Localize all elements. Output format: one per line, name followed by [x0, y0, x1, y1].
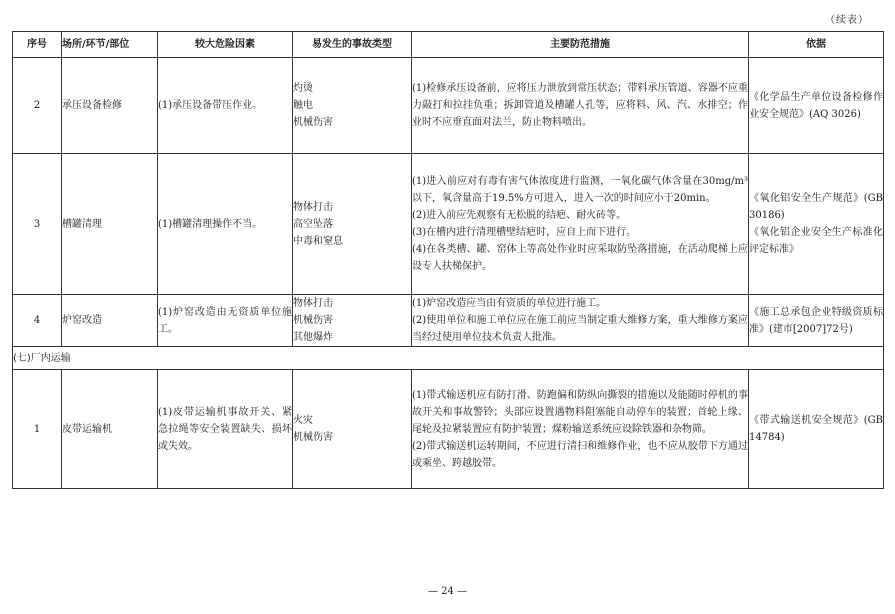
row-accident: 灼烫 触电 机械伤害 [293, 58, 412, 154]
row-no: 1 [13, 370, 62, 489]
row-measures: (1)进入前应对有毒有害气体浓度进行监测，一氧化碳气体含量在30mg/m³以下，氧含量高于19.5%方可进入，进入一次的时间应小于20min。 (2)进入前应先观察有无松脱的结疤、耐火砖等。 (3)在槽内进行清理槽壁结疤时，应自上而下进行。 (4)在各类槽、罐、窑体上等高处作业时应采取防坠落措施，在活动爬梯上应设专人扶梯保护。 [412, 154, 749, 295]
table-row [13, 154, 884, 295]
header-place: 场所/环节/部位 [62, 32, 158, 58]
header-risk: 较大危险因素 [158, 32, 293, 58]
table-header-row [13, 32, 884, 58]
row-measures: (1)检修承压设备前，应将压力泄放到常压状态；带料承压管道、容器不应重力敲打和拉挂负重；拆卸管道及槽罐人孔等，应将料、风、汽、水排空；作业时不应垂直面对法兰，防止物料喷出。 [412, 58, 749, 154]
row-place: 承压设备检修 [62, 58, 158, 154]
section-row [13, 347, 884, 370]
risk-table [12, 31, 884, 489]
table-row [13, 58, 884, 154]
row-measures: (1)带式输送机应有防打滑、防跑偏和防纵向撕裂的措施以及能随时停机的事故开关和事故警铃；头部应设置遇物料阻塞能自动停车的装置；首轮上缘、尾轮及拉紧装置应有防护装置；煤粉输送系统应设除铁器和杂物筛。 (2)带式输送机运转期间，不应进行清扫和维修作业，也不应从胶带下方通过或乘坐、跨越胶带。 [412, 370, 749, 489]
header-measures: 主要防范措施 [412, 32, 749, 58]
page-number: — 24 — [427, 586, 468, 597]
row-basis: 《施工总承包企业特级资质标准》(建市[2007]72号) [749, 295, 884, 347]
row-place: 槽罐清理 [62, 154, 158, 295]
row-place: 炉窑改造 [62, 295, 158, 347]
row-accident: 火灾 机械伤害 [293, 370, 412, 489]
row-risk: (1)炉窑改造由无资质单位施工。 [158, 295, 293, 347]
header-no: 序号 [13, 32, 62, 58]
row-no: 2 [13, 58, 62, 154]
row-measures: (1)炉窑改造应当由有资质的单位进行施工。 (2)使用单位和施工单位应在施工前应当制定重大维修方案，重大维修方案应当经过使用单位技术负责人批准。 [412, 295, 749, 347]
header-basis: 依据 [749, 32, 884, 58]
row-accident: 物体打击 高空坠落 中毒和窒息 [293, 154, 412, 295]
row-basis: 《带式输送机安全规范》(GB 14784) [749, 370, 884, 489]
continued-label: （续表） [825, 15, 869, 26]
table-row [13, 295, 884, 347]
row-accident: 物体打击 机械伤害 其他爆炸 [293, 295, 412, 347]
row-no: 3 [13, 154, 62, 295]
section-title: (七)厂内运输 [13, 347, 884, 370]
row-basis: 《化学品生产单位设备检修作业安全规范》(AQ 3026) [749, 58, 884, 154]
row-place: 皮带运输机 [62, 370, 158, 489]
row-no: 4 [13, 295, 62, 347]
row-risk: (1)承压设备带压作业。 [158, 58, 293, 154]
row-risk: (1)皮带运输机事故开关、紧急拉绳等安全装置缺失、损坏或失效。 [158, 370, 293, 489]
table-row [13, 370, 884, 489]
row-risk: (1)槽罐清理操作不当。 [158, 154, 293, 295]
row-basis: 《氧化铝安全生产规范》(GB 30186) 《氧化铝企业安全生产标准化评定标准》 [749, 154, 884, 295]
header-accident: 易发生的事故类型 [293, 32, 412, 58]
